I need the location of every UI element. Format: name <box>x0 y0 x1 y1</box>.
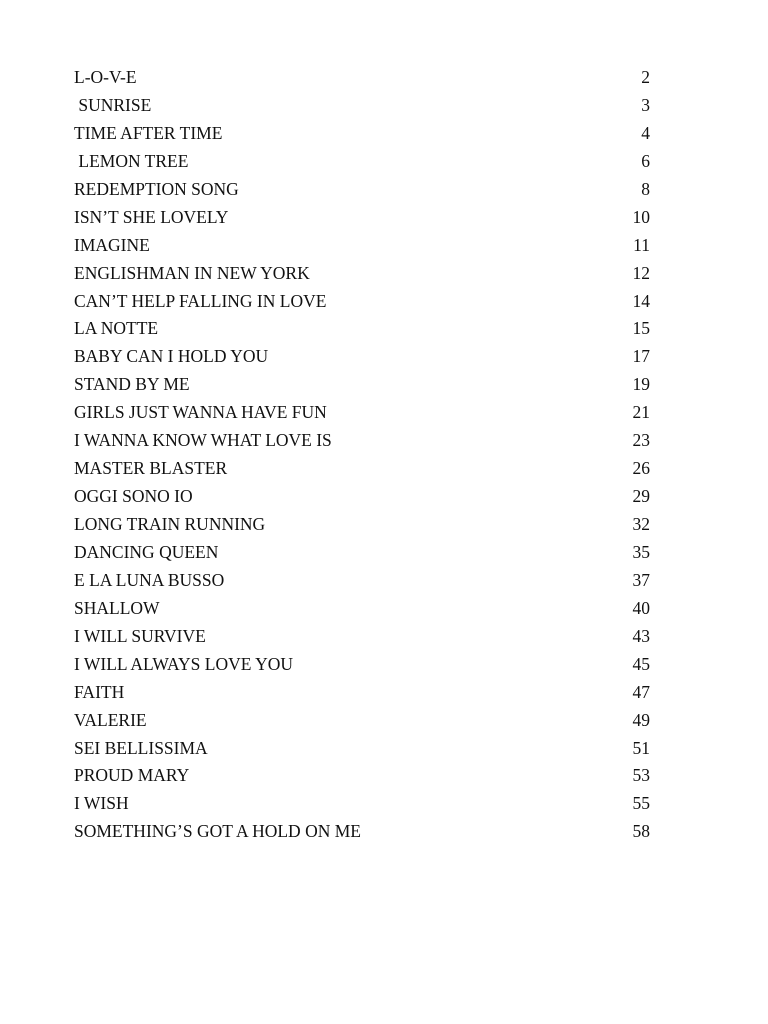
toc-entry-page-number: 32 <box>632 514 650 534</box>
toc-entry-page-number: 51 <box>632 737 650 758</box>
toc-entry-page-number: 47 <box>632 681 650 702</box>
toc-entry-page-number: 37 <box>632 569 650 590</box>
toc-entry-page-number: 3 <box>641 94 650 115</box>
toc-entry-title: I WILL ALWAYS LOVE YOU <box>74 653 294 674</box>
toc-entry-page-number: 35 <box>632 541 650 562</box>
toc-entry <box>74 651 650 679</box>
toc-entry-page-number: 43 <box>632 625 650 646</box>
toc-entry-title: DANCING QUEEN <box>74 541 219 562</box>
toc-entry <box>74 64 650 92</box>
toc-entry-title: SOMETHING’S GOT A HOLD ON ME <box>74 821 361 842</box>
toc-entry <box>74 539 650 567</box>
toc-entry <box>74 371 650 399</box>
toc-entry-title: SEI BELLISSIMA <box>74 737 208 758</box>
toc-entry-title: ISN’T SHE LOVELY <box>74 206 229 227</box>
toc-entry-page-number: 10 <box>632 206 650 227</box>
toc-entry-page-number: 55 <box>632 793 650 814</box>
toc-entry-title: L-O-V-E <box>74 67 137 87</box>
toc-entry-page-number: 53 <box>632 765 650 786</box>
toc-entry-title: LONG TRAIN RUNNING <box>74 514 266 534</box>
toc-entry-title: VALERIE <box>74 709 147 730</box>
toc-entry <box>74 399 650 427</box>
toc-entry-page-number: 23 <box>632 430 650 451</box>
toc-entry-page-number: 6 <box>641 150 650 171</box>
toc-entry-title: SHALLOW <box>74 597 160 618</box>
toc-entry <box>74 790 650 818</box>
toc-entry-page-number: 40 <box>632 597 650 618</box>
table-of-contents <box>74 64 650 846</box>
toc-entry-page-number: 11 <box>633 234 650 255</box>
toc-entry-page-number: 17 <box>632 346 650 367</box>
toc-entry-title: CAN’T HELP FALLING IN LOVE <box>74 290 327 311</box>
toc-entry-title: LA NOTTE <box>74 318 159 339</box>
toc-entry-title: I WANNA KNOW WHAT LOVE IS <box>74 430 332 451</box>
toc-entry <box>74 623 650 651</box>
toc-entry-page-number: 19 <box>632 374 650 395</box>
toc-entry-title: I WISH <box>74 793 129 814</box>
toc-entry <box>74 511 650 539</box>
toc-entry <box>74 735 650 763</box>
toc-entry-page-number: 14 <box>632 290 650 311</box>
toc-entry <box>74 427 650 455</box>
toc-entry-page-number: 58 <box>632 821 650 842</box>
toc-entry <box>74 567 650 595</box>
toc-entry <box>74 176 650 204</box>
toc-entry-title: BABY CAN I HOLD YOU <box>74 346 269 367</box>
toc-entry <box>74 315 650 343</box>
toc-entry <box>74 288 650 316</box>
toc-entry <box>74 260 650 288</box>
toc-entry-title: E LA LUNA BUSSO <box>74 569 225 590</box>
toc-entry-title: ENGLISHMAN IN NEW YORK <box>74 262 310 283</box>
toc-entry-page-number: 4 <box>641 122 650 143</box>
toc-entry-page-number: 49 <box>632 709 650 730</box>
toc-entry <box>74 483 650 511</box>
toc-entry-title: MASTER BLASTER <box>74 458 228 479</box>
toc-entry <box>74 595 650 623</box>
toc-entry-page-number: 26 <box>632 458 650 479</box>
toc-entry-title: LEMON TREE <box>74 150 189 171</box>
toc-entry-title: SUNRISE <box>74 94 152 115</box>
toc-entry <box>74 343 650 371</box>
toc-entry-title: REDEMPTION SONG <box>74 178 239 199</box>
toc-entry-page-number: 45 <box>632 653 650 674</box>
toc-entry-page-number: 12 <box>632 262 650 283</box>
toc-entry-title: STAND BY ME <box>74 374 190 395</box>
toc-entry-page-number: 8 <box>641 178 650 199</box>
toc-entry-page-number: 29 <box>632 486 650 507</box>
toc-entry <box>74 762 650 790</box>
toc-entry-title: I WILL SURVIVE <box>74 625 206 646</box>
toc-entry-page-number: 15 <box>632 318 650 339</box>
toc-entry-title: PROUD MARY <box>74 765 190 786</box>
toc-entry-title: GIRLS JUST WANNA HAVE FUN <box>74 402 327 423</box>
toc-entry-page-number: 2 <box>641 67 650 87</box>
toc-entry <box>74 204 650 232</box>
toc-entry-title: IMAGINE <box>74 234 150 255</box>
toc-entry <box>74 707 650 735</box>
toc-entry <box>74 679 650 707</box>
toc-entry <box>74 232 650 260</box>
toc-entry-title: TIME AFTER TIME <box>74 122 223 143</box>
toc-entry-title: OGGI SONO IO <box>74 486 193 507</box>
toc-entry <box>74 455 650 483</box>
toc-entry <box>74 92 650 120</box>
toc-entry <box>74 120 650 148</box>
toc-entry-page-number: 21 <box>632 402 650 423</box>
toc-entry <box>74 148 650 176</box>
toc-entry <box>74 818 650 846</box>
toc-entry-title: FAITH <box>74 681 125 702</box>
